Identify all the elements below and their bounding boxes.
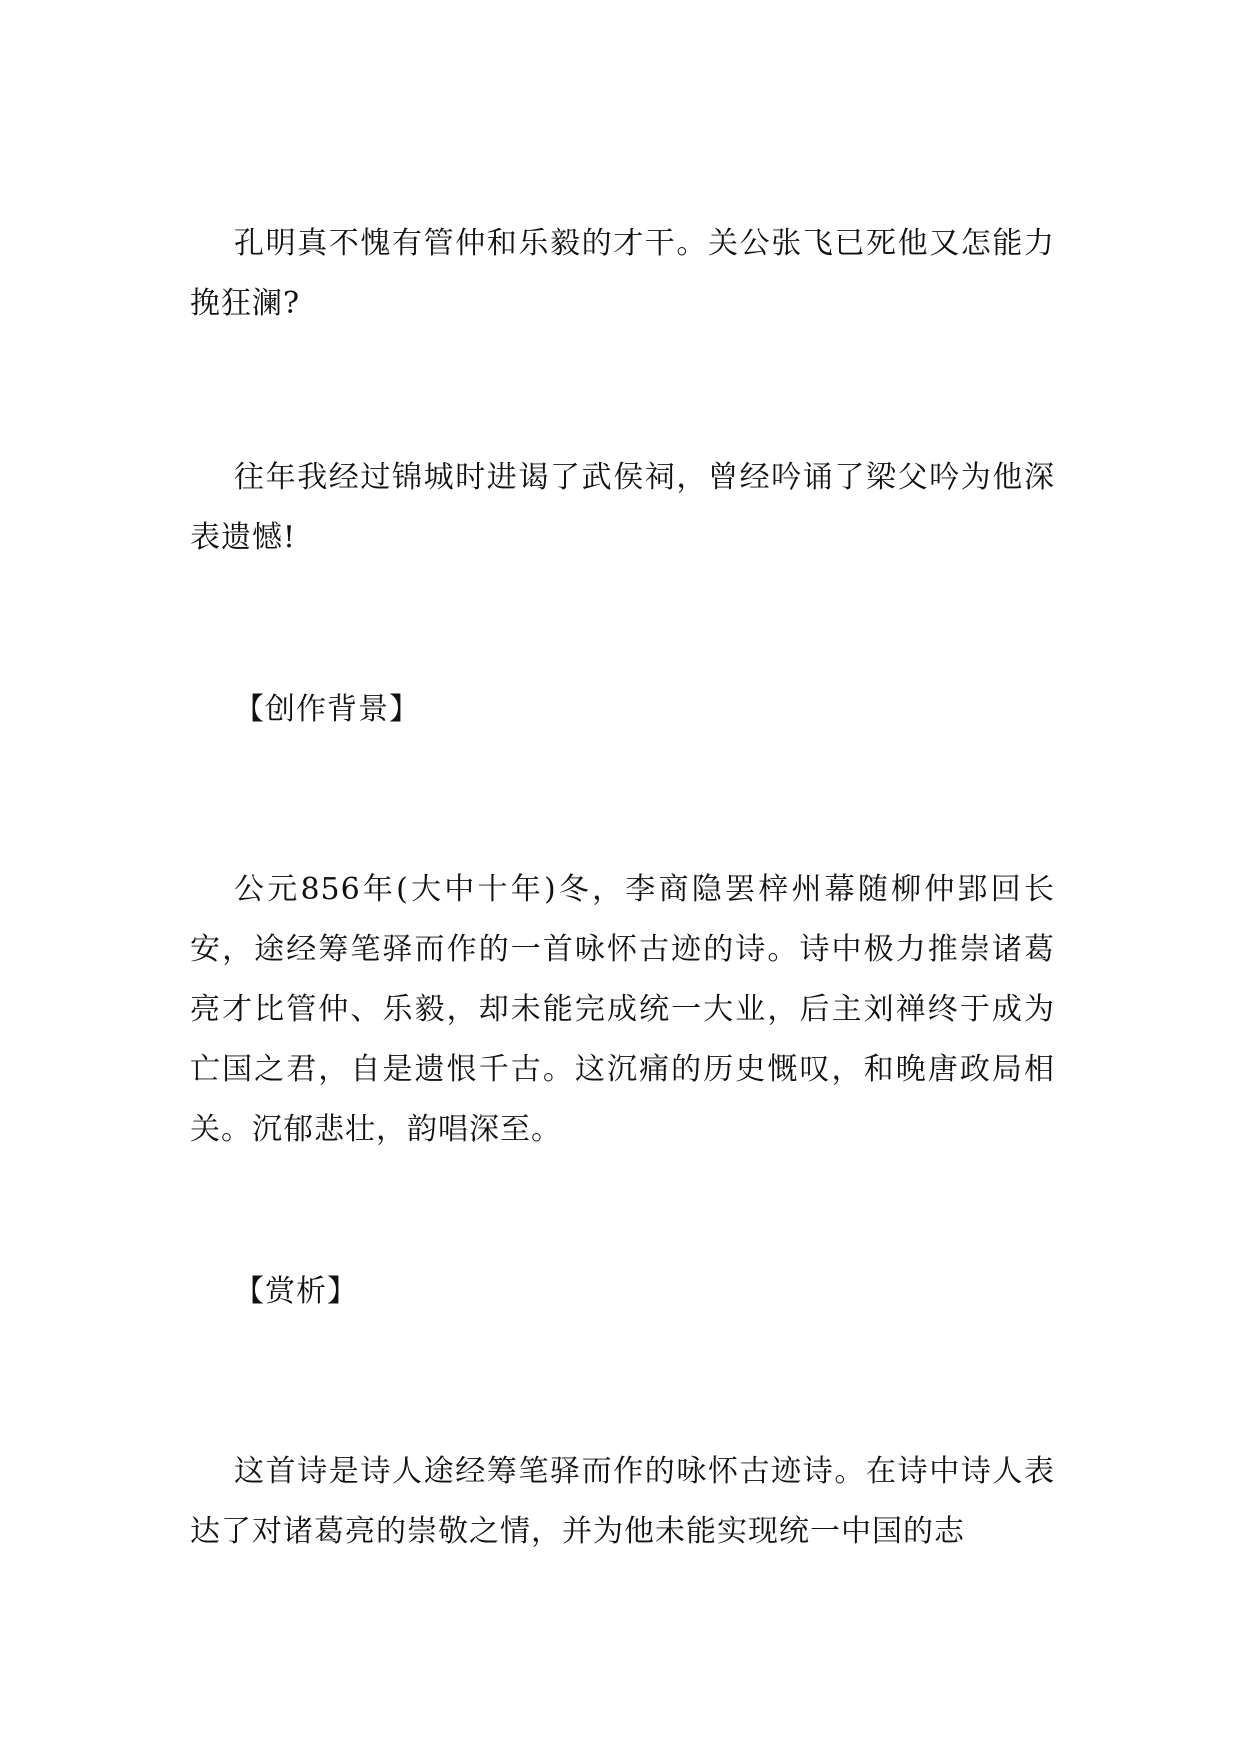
paragraph-zhuge-talent: 孔明真不愧有管仲和乐毅的才干。关公张飞已死他又怎能力挽狂澜? <box>190 226 1055 321</box>
section-heading-appreciation: 【赏析】 <box>234 1274 358 1309</box>
paragraph-wuhou-shrine: 往年我经过锦城时进谒了武侯祠，曾经吟诵了梁父吟为他深表遗憾! <box>190 460 1055 555</box>
section-heading-background: 【创作背景】 <box>234 692 420 727</box>
paragraph-appreciation: 这首诗是诗人途经筹笔驿而作的咏怀古迹诗。在诗中诗人表达了对诸葛亮的崇敬之情，并为他未能实现统一中国的志 <box>190 1454 1055 1549</box>
paragraph-background: 公元856年(大中十年)冬，李商隐罢梓州幕随柳仲郢回长安，途经筹笔驿而作的一首咏怀古迹的诗。诗中极力推崇诸葛亮才比管仲、乐毅，却未能完成统一大业，后主刘禅终于成为亡国之君，自是遗恨千古。这沉痛的历史慨叹，和晚唐政局相关。沉郁悲壮，韵唱深至。 <box>190 872 1055 1147</box>
